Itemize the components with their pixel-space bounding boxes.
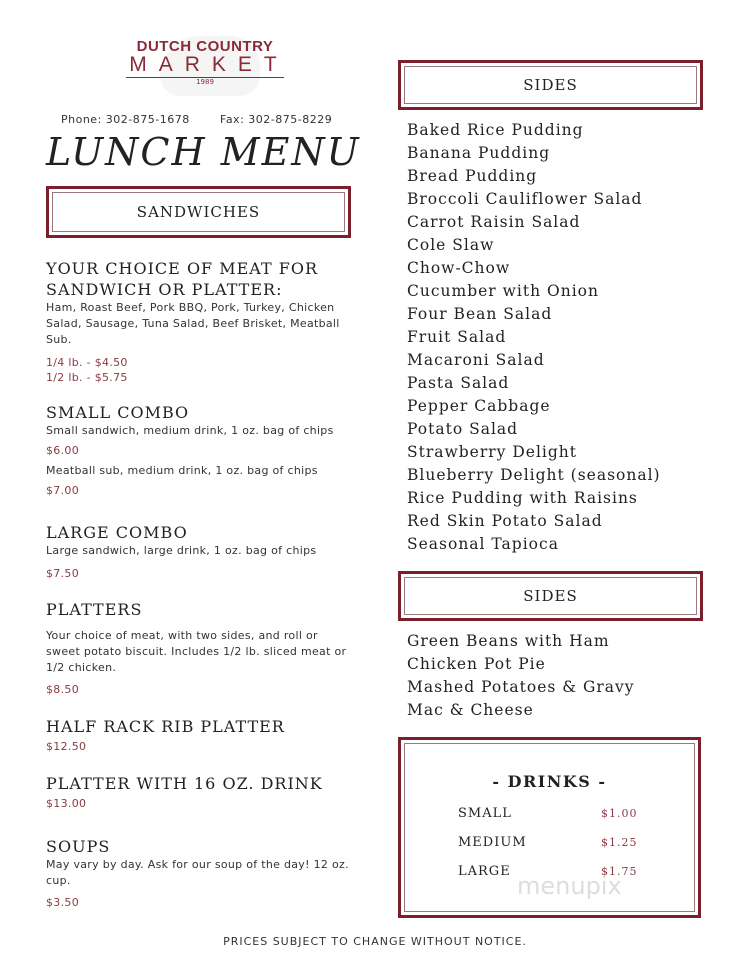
logo-line2: MARKET — [129, 53, 289, 76]
price: $7.50 — [46, 567, 79, 580]
side-item: Mashed Potatoes & Gravy — [407, 678, 635, 696]
section-heading: LARGE COMBO — [46, 523, 188, 542]
side-item: Broccoli Cauliflower Salad — [407, 190, 643, 208]
drink-price: $1.00 — [601, 807, 638, 820]
side-item: Red Skin Potato Salad — [407, 512, 603, 530]
footer-note: PRICES SUBJECT TO CHANGE WITHOUT NOTICE. — [223, 935, 527, 948]
side-item: Chow-Chow — [407, 259, 511, 277]
side-item: Fruit Salad — [407, 328, 507, 346]
side-item: Seasonal Tapioca — [407, 535, 559, 553]
drink-price: $1.75 — [601, 865, 638, 878]
phone: Phone: 302-875-1678 — [61, 113, 190, 126]
fax: Fax: 302-875-8229 — [220, 113, 333, 126]
section-heading: SMALL COMBO — [46, 403, 190, 422]
sides-header-2 — [398, 571, 703, 621]
sides-header-label: SIDES — [404, 66, 697, 104]
drink-size: LARGE — [458, 864, 511, 879]
sides-header — [398, 60, 703, 110]
rib-section — [46, 716, 285, 755]
side-item: Chicken Pot Pie — [407, 655, 546, 673]
drink-size: SMALL — [458, 806, 512, 821]
side-item: Mac & Cheese — [407, 701, 534, 719]
side-item: Pepper Cabbage — [407, 397, 551, 415]
price: $6.00 — [46, 444, 79, 457]
section-heading: YOUR CHOICE OF MEAT FOR SANDWICH OR PLATTER: — [46, 259, 319, 299]
section-desc: Small sandwich, medium drink, 1 oz. bag of chips — [46, 424, 334, 437]
section-heading: HALF RACK RIB PLATTER — [46, 717, 285, 736]
large-combo-section — [46, 522, 366, 582]
price: 1/2 lb. - $5.75 — [46, 371, 128, 384]
side-item: Pasta Salad — [407, 374, 510, 392]
drink-row — [405, 828, 694, 857]
drink-row — [405, 799, 694, 828]
section-heading: SOUPS — [46, 837, 111, 856]
section-desc: Large sandwich, large drink, 1 oz. bag of chips — [46, 544, 317, 557]
section-heading: PLATTER WITH 16 OZ. DRINK — [46, 774, 323, 793]
section-desc: Your choice of meat, with two sides, and roll or sweet potato biscuit. Includes 1/2 lb. sliced meat or 1/2 chicken. — [46, 629, 347, 674]
price: $13.00 — [46, 797, 87, 810]
section-heading: PLATTERS — [46, 600, 143, 619]
watermark: menupix — [517, 872, 622, 900]
side-item: Baked Rice Pudding — [407, 121, 584, 139]
side-item: Macaroni Salad — [407, 351, 545, 369]
side-item: Four Bean Salad — [407, 305, 553, 323]
side-item: Potato Salad — [407, 420, 519, 438]
side-item: Bread Pudding — [407, 167, 538, 185]
price: $3.50 — [46, 896, 79, 909]
logo — [120, 38, 290, 100]
logo-line1: DUTCH COUNTRY — [136, 38, 274, 55]
side-item: Cole Slaw — [407, 236, 495, 254]
side-item: Carrot Raisin Salad — [407, 213, 581, 231]
page-title: LUNCH MENU — [46, 130, 361, 174]
sandwiches-header-label: SANDWICHES — [52, 192, 345, 232]
drink-price: $1.25 — [601, 836, 638, 849]
sides-list — [407, 119, 661, 556]
price: $8.50 — [46, 683, 79, 696]
section-desc: Meatball sub, medium drink, 1 oz. bag of chips — [46, 464, 318, 477]
side-item: Cucumber with Onion — [407, 282, 599, 300]
price: $7.00 — [46, 484, 79, 497]
meat-section — [46, 258, 346, 386]
sides-list-2 — [407, 630, 635, 722]
soups-section — [46, 836, 361, 911]
sandwiches-header — [46, 186, 351, 238]
small-combo-section — [46, 402, 366, 499]
side-item: Blueberry Delight (seasonal) — [407, 466, 661, 484]
price: 1/4 lb. - $4.50 — [46, 356, 128, 369]
price: $12.50 — [46, 740, 87, 753]
side-item: Banana Pudding — [407, 144, 551, 162]
section-desc: May vary by day. Ask for our soup of the day! 12 oz. cup. — [46, 858, 349, 887]
drinks-title: - DRINKS - — [492, 772, 607, 791]
side-item: Green Beans with Ham — [407, 632, 610, 650]
platters-section — [46, 599, 351, 698]
section-desc: Ham, Roast Beef, Pork BBQ, Pork, Turkey, Chicken Salad, Sausage, Tuna Salad, Beef Brisket, Meatball Sub. — [46, 301, 340, 346]
sides-header-label: SIDES — [404, 577, 697, 615]
side-item: Rice Pudding with Raisins — [407, 489, 638, 507]
drink-size: MEDIUM — [458, 835, 527, 850]
side-item: Strawberry Delight — [407, 443, 578, 461]
logo-year: 1989 — [196, 78, 214, 86]
drink-platter-section — [46, 773, 323, 812]
